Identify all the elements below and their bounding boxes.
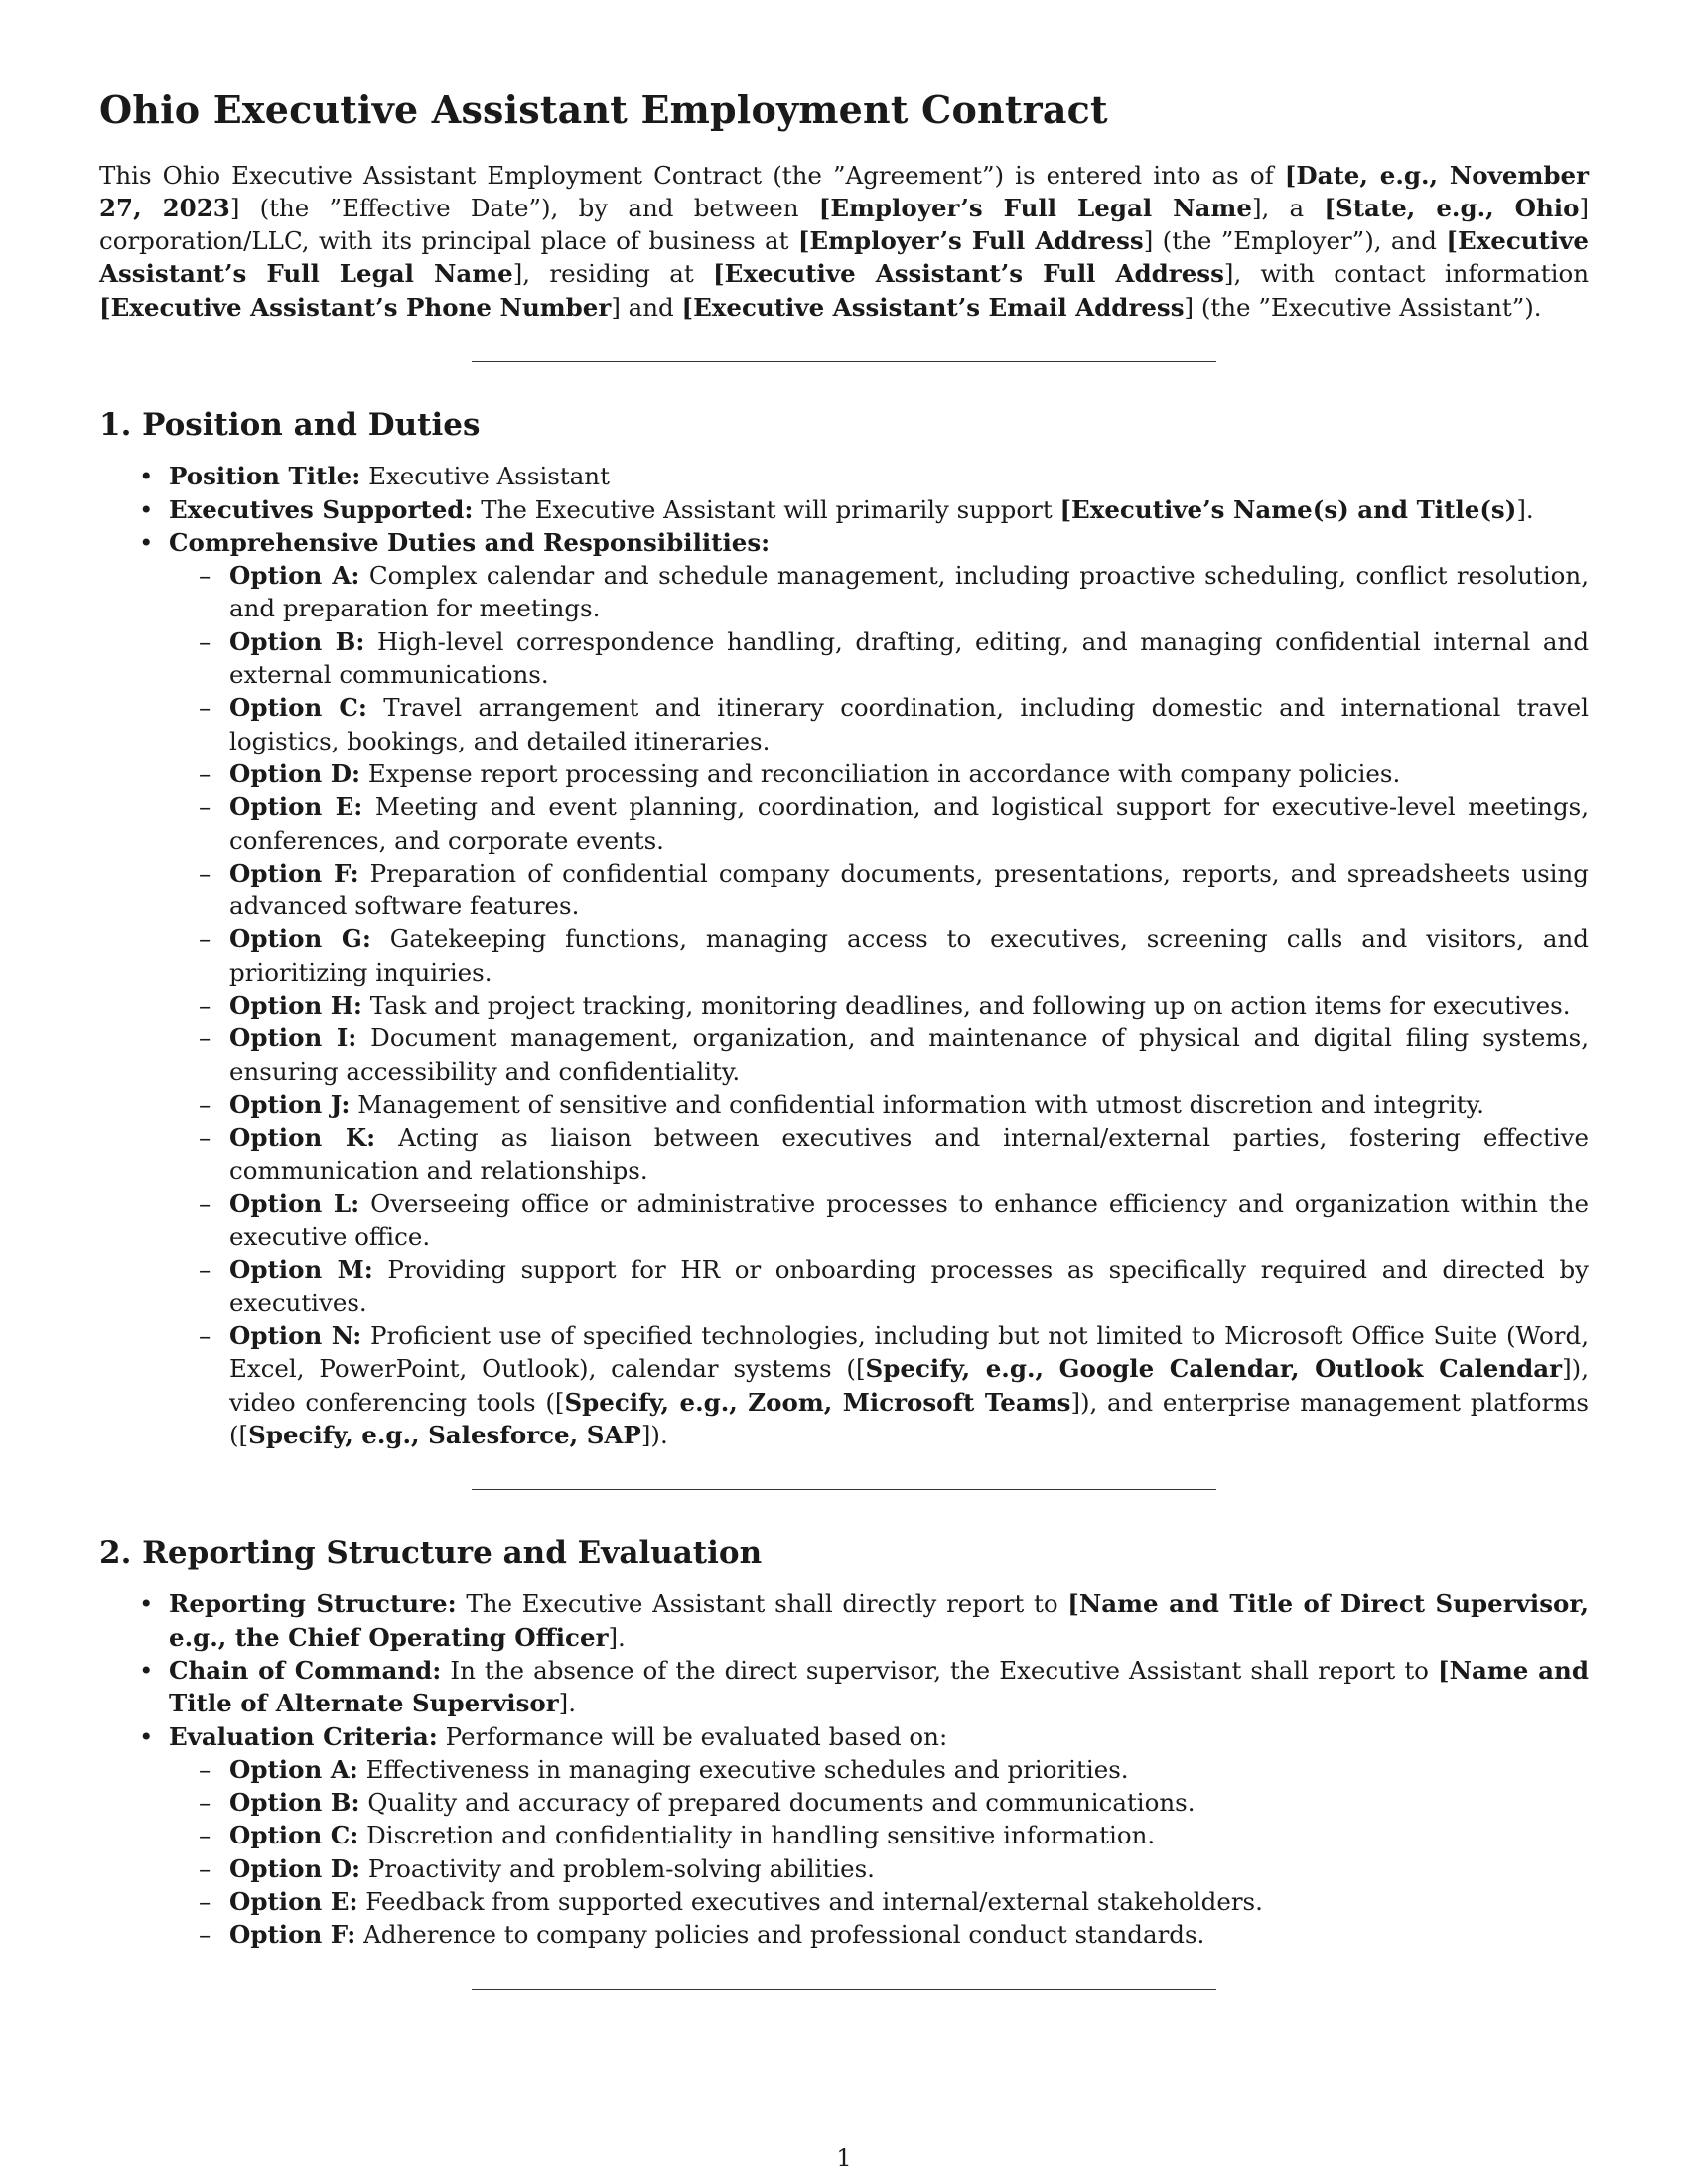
sub-list-item (169, 1753, 1589, 1786)
bullet-icon: • (139, 1589, 154, 1619)
bold-text: Option M: (229, 1255, 373, 1285)
dash-icon: – (199, 561, 211, 591)
bold-text: Option L: (229, 1188, 360, 1218)
bold-text: Option B: (229, 1788, 360, 1818)
text-run: Proficient use of specified technologies, including but not limited to Microsoft Office Suite (Word, Excel, PowerPoint, Outlook), calendar systems ([ (229, 1320, 1589, 1384)
sub-list-item (169, 1088, 1589, 1121)
sub-list-item (169, 559, 1589, 625)
dash-icon: – (199, 991, 211, 1021)
dash-icon: – (199, 758, 211, 788)
text-run: Executive Assistant (360, 462, 610, 491)
dash-icon: – (199, 1188, 211, 1218)
text-run: Management of sensitive and confidential information with utmost discretion and integrity. (350, 1089, 1484, 1119)
document-page (99, 87, 1589, 1990)
sub-list-item (169, 989, 1589, 1022)
bullet-icon: • (139, 1721, 154, 1751)
text-run: ]. (558, 1689, 577, 1718)
text-run: Adherence to company policies and professional conduct standards. (355, 1920, 1205, 1950)
bold-text: [Executive’s Name(s) and Title(s) (1059, 494, 1517, 524)
bold-text: Comprehensive Duties and Responsibilities: (169, 527, 771, 557)
bold-text: [Executive Assistant’s Phone Number (99, 292, 612, 322)
text-run: Discretion and confidentiality in handling sensitive information. (358, 1821, 1156, 1850)
text-run: Task and project tracking, monitoring deadlines, and following up on action items for executives. (361, 991, 1571, 1021)
sub-list-item (169, 1819, 1589, 1851)
sub-list-item (169, 790, 1589, 857)
bold-text: Option H: (229, 991, 362, 1021)
sub-list-item (169, 1187, 1589, 1254)
dash-icon: – (199, 1024, 211, 1053)
sub-list-item (169, 1121, 1589, 1187)
bold-text: [Name and Title of Alternate Supervisor (169, 1655, 1589, 1718)
bullet-list (99, 1587, 1589, 1951)
dash-icon: – (199, 1123, 211, 1153)
bold-text: Executives Supported: (169, 494, 474, 524)
bold-text: Option A: (229, 1754, 358, 1784)
text-run: Quality and accuracy of prepared documents and communications. (359, 1788, 1196, 1818)
list-item (99, 1587, 1589, 1654)
text-run: Complex calendar and schedule management, including proactive scheduling, conflict resolution, and preparation for meetings. (229, 561, 1589, 623)
horizontal-rule (472, 361, 1216, 362)
bold-text: Specify, e.g., Salesforce, SAP (248, 1420, 641, 1449)
dash-icon: – (199, 1821, 211, 1850)
text-run: The Executive Assistant will primarily support (473, 494, 1060, 524)
list-item (99, 526, 1589, 1451)
bold-text: [Employer’s Full Address (797, 226, 1144, 256)
bold-text: Option N: (229, 1320, 362, 1350)
text-run: Gatekeeping functions, managing access to executives, screening calls and visitors, and prioritizing inquiries. (229, 924, 1589, 987)
sub-list-item (169, 691, 1589, 757)
text-run: ] (the ”Effective Date”), by and between (229, 193, 819, 222)
dash-icon: – (199, 1788, 211, 1818)
horizontal-rule (472, 1989, 1216, 1990)
section-heading: 2. Reporting Structure and Evaluation (99, 1535, 763, 1571)
sub-list (169, 559, 1589, 1451)
bold-text: Option B: (229, 626, 365, 656)
text-run: ] corporation/LLC, with its principal place of business at (99, 193, 1589, 256)
text-run: ] (the ”Executive Assistant”). (1184, 292, 1542, 322)
sub-list-item (169, 1885, 1589, 1918)
bold-text: Reporting Structure: (169, 1589, 457, 1619)
text-run: In the absence of the direct supervisor, the Executive Assistant shall report to (441, 1655, 1438, 1685)
sub-list-item (169, 1786, 1589, 1819)
bold-text: [State, e.g., Ohio (1324, 193, 1580, 222)
text-run: Acting as liaison between executives and internal/external parties, fostering effective communication and relationships. (229, 1123, 1590, 1185)
text-run: ]), and enterprise management platforms ([ (229, 1387, 1589, 1449)
section-heading: 1. Position and Duties (99, 407, 481, 444)
text-run: The Executive Assistant shall directly report to (456, 1589, 1068, 1619)
bold-text: Option E: (229, 1887, 358, 1917)
intro-paragraph (99, 159, 1589, 324)
list-item (99, 1720, 1589, 1952)
sub-list-item (169, 1918, 1589, 1951)
text-run: Expense report processing and reconciliation in accordance with company policies. (360, 758, 1401, 788)
text-run: This Ohio Executive Assistant Employment Contract (the ”Agreement”) is entered into as of (99, 160, 1285, 190)
list-item (99, 1654, 1589, 1720)
bold-text: Option A: (229, 561, 360, 591)
bold-text: Option E: (229, 792, 363, 822)
bullet-icon: • (139, 494, 154, 524)
horizontal-rule (472, 1489, 1216, 1490)
text-run: Travel arrangement and itinerary coordination, including domestic and international travel logistics, bookings, and detailed itineraries. (229, 693, 1589, 755)
text-run: Proactivity and problem-solving abilities. (360, 1853, 875, 1883)
page-number: 1 (836, 2144, 852, 2172)
dash-icon: – (199, 1320, 211, 1350)
bold-text: Option K: (229, 1123, 376, 1153)
bold-text: [Employer’s Full Legal Name (818, 193, 1252, 222)
bold-text: [Name and Title of Direct Supervisor, e.g., the Chief Operating Officer (169, 1589, 1590, 1652)
sub-list-item (169, 922, 1589, 989)
dash-icon: – (199, 858, 211, 887)
sub-list-item (169, 1022, 1589, 1088)
sub-list (169, 1753, 1589, 1952)
bold-text: Option F: (229, 858, 359, 887)
bold-text: Option F: (229, 1920, 356, 1950)
sub-list-item (169, 857, 1589, 923)
text-run: Overseeing office or administrative processes to enhance efficiency and organization within the executive office. (229, 1188, 1589, 1252)
dash-icon: – (199, 1853, 211, 1883)
bullet-icon: • (139, 1655, 154, 1685)
text-run: High-level correspondence handling, drafting, editing, and managing confidential internal and external communications. (229, 626, 1589, 690)
sub-list-item (169, 757, 1589, 790)
dash-icon: – (199, 693, 211, 723)
bold-text: Position Title: (169, 462, 361, 491)
text-run: ]), video conferencing tools ([ (229, 1354, 1589, 1417)
dash-icon: – (199, 1089, 211, 1119)
sections-container (99, 407, 1589, 1990)
bold-text: Chain of Command: (169, 1655, 442, 1685)
text-run: ], a (1251, 193, 1325, 222)
bold-text: Option D: (229, 1853, 361, 1883)
text-run: Document management, organization, and maintenance of physical and digital filing systems, ensuring accessibility and confidentiality. (229, 1024, 1589, 1086)
dash-icon: – (199, 626, 211, 656)
list-item (99, 460, 1589, 492)
bold-text: Option J: (229, 1089, 351, 1119)
text-run: Providing support for HR or onboarding processes as specifically required and directed by executives. (229, 1255, 1589, 1317)
bullet-icon: • (139, 462, 154, 491)
bold-text: Option G: (229, 924, 371, 954)
list-item (99, 493, 1589, 526)
dash-icon: – (199, 924, 211, 954)
text-run: ]). (640, 1420, 668, 1449)
bullet-icon: • (139, 527, 154, 557)
text-run: ]. (608, 1622, 626, 1652)
bold-text: [Executive Assistant’s Full Legal Name (99, 226, 1589, 289)
bullet-list (99, 460, 1589, 1451)
text-run: Feedback from supported executives and internal/external stakeholders. (357, 1887, 1263, 1917)
bold-text: Evaluation Criteria: (169, 1721, 438, 1751)
sub-list-item (169, 1319, 1589, 1451)
text-run: ] (the ”Employer”), and (1143, 226, 1447, 256)
bold-text: Option I: (229, 1024, 357, 1053)
text-run: Performance will be evaluated based on: (437, 1721, 948, 1751)
text-run: ], with contact information (1223, 259, 1590, 289)
bold-text: [Date, e.g., November 27, 2023 (99, 160, 1589, 222)
text-run: ] and (611, 292, 682, 322)
bold-text: Option D: (229, 758, 361, 788)
bold-text: Specify, e.g., Zoom, Microsoft Teams (564, 1387, 1071, 1417)
text-run: Preparation of confidential company documents, presentations, reports, and spreadsheets using advanced software features. (229, 858, 1589, 921)
text-run: Meeting and event planning, coordination, and logistical support for executive-level meetings, conferences, and corporate events. (229, 792, 1590, 855)
bold-text: [Executive Assistant’s Email Address (681, 292, 1185, 322)
bold-text: Option C: (229, 1821, 359, 1850)
text-run: ], residing at (512, 259, 714, 289)
sub-list-item (169, 1253, 1589, 1319)
text-run: ]. (1516, 494, 1534, 524)
sub-list-item (169, 625, 1589, 692)
bold-text: [Executive Assistant’s Full Address (713, 259, 1224, 289)
dash-icon: – (199, 1754, 211, 1784)
sub-list-item (169, 1852, 1589, 1885)
bold-text: Option C: (229, 693, 367, 723)
document-title: Ohio Executive Assistant Employment Contract (99, 87, 1108, 132)
text-run: Effectiveness in managing executive schedules and priorities. (357, 1754, 1129, 1784)
bold-text: Specify, e.g., Google Calendar, Outlook Calendar (865, 1354, 1563, 1384)
dash-icon: – (199, 1920, 211, 1950)
dash-icon: – (199, 1887, 211, 1917)
dash-icon: – (199, 792, 211, 822)
dash-icon: – (199, 1255, 211, 1285)
